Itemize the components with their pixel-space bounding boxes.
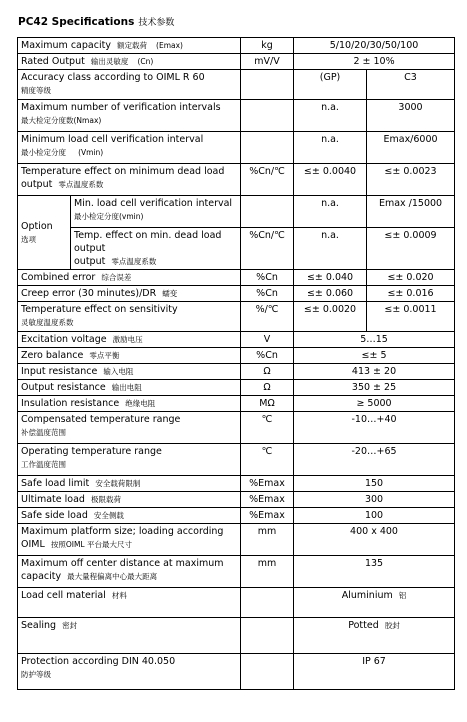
gp-cell: ≤± 0.0020 — [294, 302, 367, 332]
table-row — [18, 618, 455, 654]
label-cell: Zero balance 零点平衡 — [18, 348, 241, 364]
title-zh: 技术参数 — [138, 18, 175, 28]
value-cell: 2 ± 10% — [294, 54, 455, 70]
value-cell: 150 — [294, 476, 455, 492]
table-row — [18, 492, 455, 508]
unit-cell: mm — [241, 524, 294, 556]
label-cell: Maximum number of verification intervals 最大检定分度数(Nmax) — [18, 100, 241, 132]
gp-cell: n.a. — [294, 228, 367, 270]
table-row — [18, 348, 455, 364]
value-cell: ≥ 5000 — [294, 396, 455, 412]
label-cell: Temperature effect on minimum dead load output 零点温度系数 — [18, 164, 241, 196]
value-cell: -10…+40 — [294, 412, 455, 444]
table-row — [18, 332, 455, 348]
table-row — [18, 588, 455, 618]
unit-cell — [241, 654, 294, 690]
value-cell: 350 ± 25 — [294, 380, 455, 396]
label-cell: Creep error (30 minutes)/DR 蠕变 — [18, 286, 241, 302]
table-row — [18, 270, 455, 286]
unit-cell — [241, 588, 294, 618]
value-cell: 100 — [294, 508, 455, 524]
value-cell: IP 67 — [294, 654, 455, 690]
title-en: PC42 Specifications — [18, 16, 135, 28]
table-row — [18, 476, 455, 492]
gp-cell: (GP) — [294, 70, 367, 100]
label-cell: Operating temperature range 工作温度范围 — [18, 444, 241, 476]
label-cell: Safe side load 安全侧载 — [18, 508, 241, 524]
unit-cell: kg — [241, 38, 294, 54]
table-row — [18, 54, 455, 70]
value-cell: 135 — [294, 556, 455, 588]
label-cell: Output resistance 输出电阻 — [18, 380, 241, 396]
table-row — [18, 508, 455, 524]
label-cell: Maximum capacity 额定载荷 (Emax) — [18, 38, 241, 54]
table-row — [18, 302, 455, 332]
unit-cell: ℃ — [241, 444, 294, 476]
value-cell: 5…15 — [294, 332, 455, 348]
table-row — [18, 100, 455, 132]
unit-cell: %Emax — [241, 508, 294, 524]
unit-cell: ℃ — [241, 412, 294, 444]
gp-cell: n.a. — [294, 196, 367, 228]
table-row — [18, 556, 455, 588]
label-cell: Minimum load cell verification interval 最小检定分度 (Vmin) — [18, 132, 241, 164]
unit-cell: %Cn/℃ — [241, 228, 294, 270]
table-row — [18, 380, 455, 396]
unit-cell — [241, 196, 294, 228]
gp-cell: ≤± 0.0040 — [294, 164, 367, 196]
value-cell: -20…+65 — [294, 444, 455, 476]
c3-cell: ≤± 0.016 — [367, 286, 455, 302]
unit-cell: %Emax — [241, 492, 294, 508]
label-cell: Min. load cell verification interval 最小检定分度(vmin) — [71, 196, 241, 228]
c3-cell: ≤± 0.0023 — [367, 164, 455, 196]
spec-table — [17, 37, 455, 690]
value-cell: 413 ± 20 — [294, 364, 455, 380]
c3-cell: ≤± 0.0009 — [367, 228, 455, 270]
label-cell: Input resistance 输入电阻 — [18, 364, 241, 380]
value-cell: ≤± 5 — [294, 348, 455, 364]
unit-cell: MΩ — [241, 396, 294, 412]
unit-cell — [241, 132, 294, 164]
c3-cell: ≤± 0.0011 — [367, 302, 455, 332]
label-cell: Temperature effect on sensitivity 灵敏度温度系数 — [18, 302, 241, 332]
label-cell: Combined error 综合误差 — [18, 270, 241, 286]
unit-cell: %Cn/℃ — [241, 164, 294, 196]
unit-cell: mV/V — [241, 54, 294, 70]
option-cell: Option 选项 — [18, 196, 71, 270]
c3-cell: Emax /15000 — [367, 196, 455, 228]
c3-cell: C3 — [367, 70, 455, 100]
unit-cell: V — [241, 332, 294, 348]
gp-cell: ≤± 0.060 — [294, 286, 367, 302]
label-cell: Maximum platform size; loading according OIML 按照OIML 平台最大尺寸 — [18, 524, 241, 556]
unit-cell — [241, 100, 294, 132]
table-row — [18, 524, 455, 556]
label-cell: Sealing 密封 — [18, 618, 241, 654]
unit-cell: %/℃ — [241, 302, 294, 332]
unit-cell — [241, 70, 294, 100]
table-row — [18, 228, 455, 270]
table-row — [18, 396, 455, 412]
unit-cell — [241, 618, 294, 654]
gp-cell: n.a. — [294, 100, 367, 132]
value-cell: Potted 胶封 — [294, 618, 455, 654]
table-row — [18, 164, 455, 196]
unit-cell: %Cn — [241, 348, 294, 364]
table-row — [18, 412, 455, 444]
label-cell: Protection according DIN 40.050 防护等级 — [18, 654, 241, 690]
table-row — [18, 38, 455, 54]
label-cell: Compensated temperature range 补偿温度范围 — [18, 412, 241, 444]
unit-cell: %Cn — [241, 286, 294, 302]
unit-cell: %Cn — [241, 270, 294, 286]
value-cell: Aluminium 铝 — [294, 588, 455, 618]
gp-cell: ≤± 0.040 — [294, 270, 367, 286]
label-cell: Ultimate load 极限载荷 — [18, 492, 241, 508]
table-row — [18, 132, 455, 164]
label-cell: Insulation resistance 绝缘电阻 — [18, 396, 241, 412]
table-row — [18, 196, 455, 228]
label-cell: Load cell material 材料 — [18, 588, 241, 618]
table-row — [18, 70, 455, 100]
label-cell: Accuracy class according to OIML R 60 精度等级 — [18, 70, 241, 100]
c3-cell: ≤± 0.020 — [367, 270, 455, 286]
label-cell: Temp. effect on min. dead load output output 零点温度系数 — [71, 228, 241, 270]
label-cell: Safe load limit 安全载荷限制 — [18, 476, 241, 492]
c3-cell: Emax/6000 — [367, 132, 455, 164]
page-title — [18, 15, 174, 28]
label-cell: Maximum off center distance at maximum capacity 最大量程偏离中心最大距离 — [18, 556, 241, 588]
unit-cell: mm — [241, 556, 294, 588]
table-row — [18, 654, 455, 690]
label-cell: Rated Output 输出灵敏度 (Cn) — [18, 54, 241, 70]
table-row — [18, 286, 455, 302]
label-cell: Excitation voltage 激励电压 — [18, 332, 241, 348]
c3-cell: 3000 — [367, 100, 455, 132]
unit-cell: %Emax — [241, 476, 294, 492]
unit-cell: Ω — [241, 364, 294, 380]
value-cell: 300 — [294, 492, 455, 508]
unit-cell: Ω — [241, 380, 294, 396]
value-cell: 400 x 400 — [294, 524, 455, 556]
table-row — [18, 444, 455, 476]
gp-cell: n.a. — [294, 132, 367, 164]
value-cell: 5/10/20/30/50/100 — [294, 38, 455, 54]
table-row — [18, 364, 455, 380]
